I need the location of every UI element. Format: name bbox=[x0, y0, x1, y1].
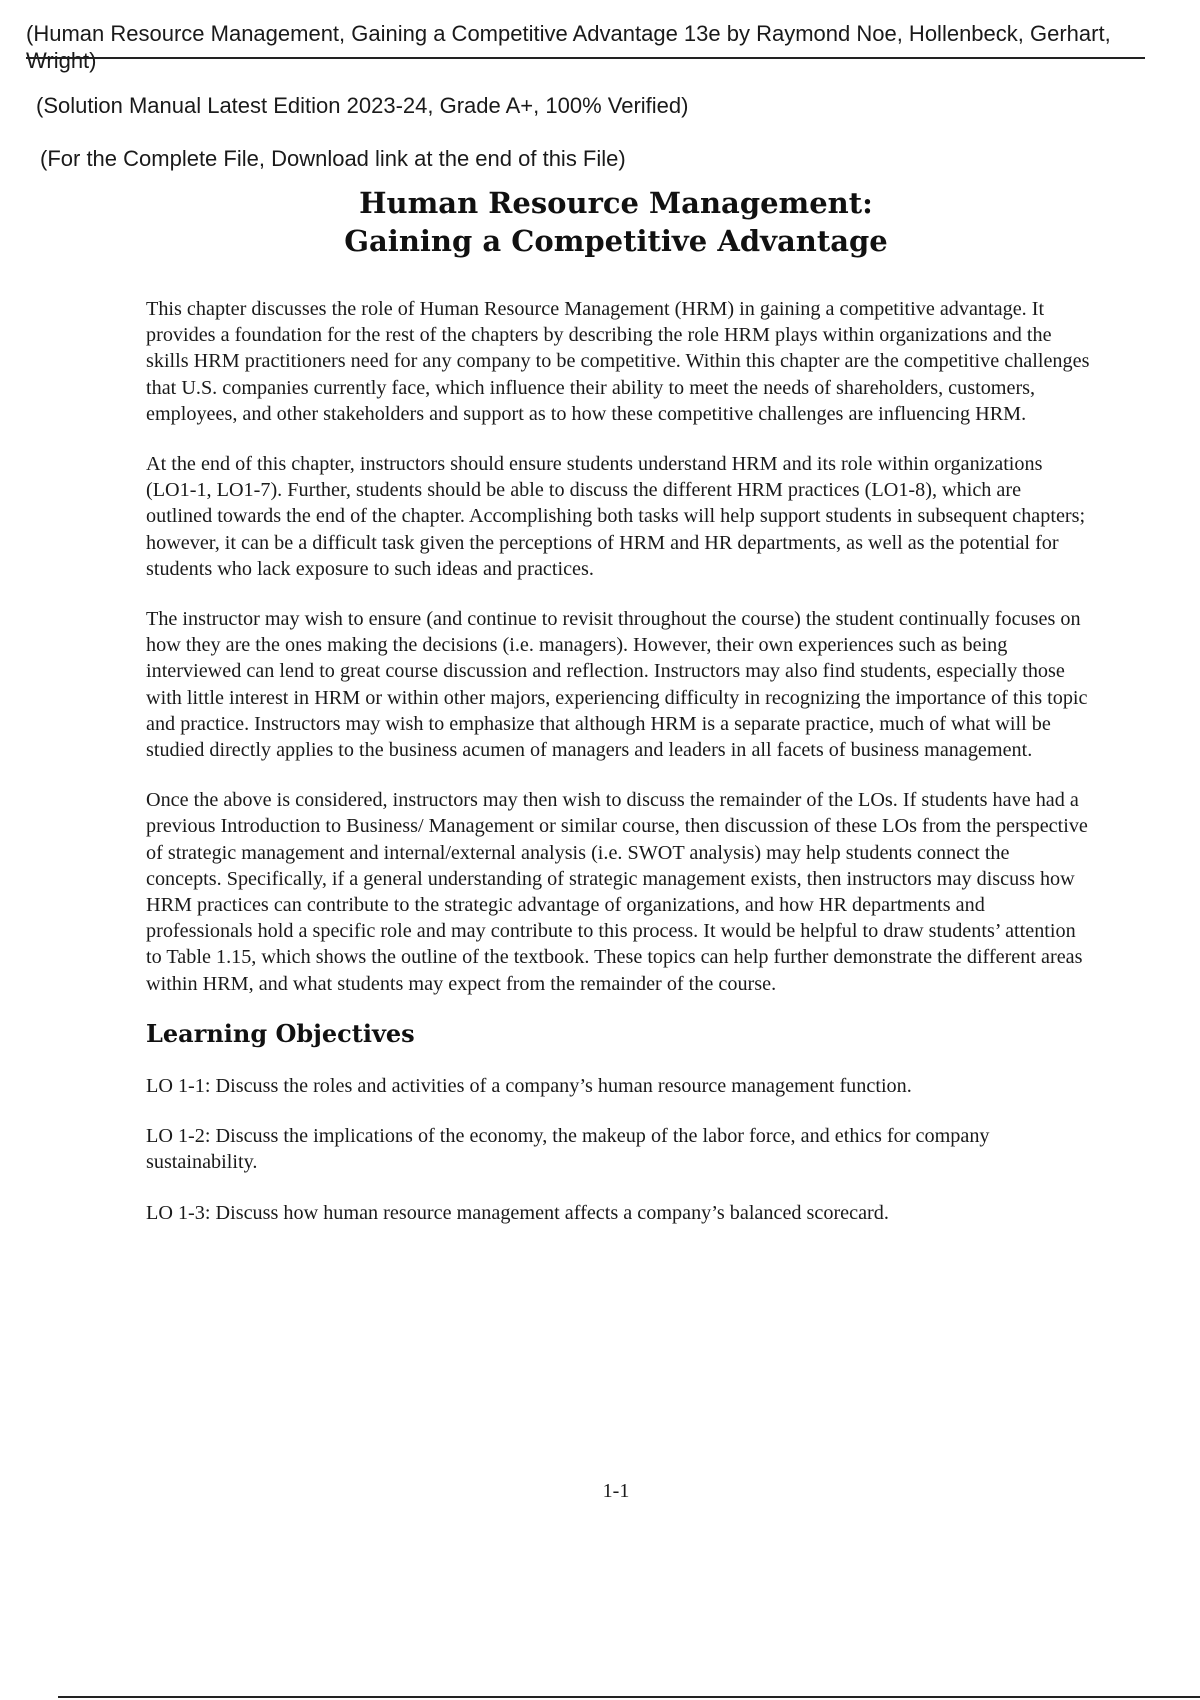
intro-paragraph-3: The instructor may wish to ensure (and continue to revisit throughout the course) the student continually focuses on how they are the ones making the decisions (i.e. managers). However, their own experiences such as being interviewed can lend to great course discussion and reflection. Instructors may also find students, especially those with little interest in HRM or within other majors, experiencing difficulty in recognizing the importance of this topic and practice. Instructors may wish to emphasize that although HRM is a separate practice, much of what will be studied directly applies to the business acumen of managers and leaders in all facets of business management. bbox=[146, 608, 1088, 762]
header-title-line-2: Wright) bbox=[26, 48, 97, 73]
edition-note: (Solution Manual Latest Edition 2023-24, Grade A+, 100% Verified) bbox=[36, 93, 689, 118]
learning-objectives-heading: Learning Objectives bbox=[146, 1018, 415, 1048]
page-title-line-2: Gaining a Competitive Advantage bbox=[344, 224, 888, 258]
document-header bbox=[26, 20, 1200, 74]
intro-paragraph-4: Once the above is considered, instructors may then wish to discuss the remainder of the LOs. If students have had a previous Introduction to Business/ Management or similar course, then discussion of these LOs from the perspective of strategic management and internal/external analysis (i.e. SWOT analysis) may help students connect the concepts. Specifically, if a general understanding of strategic management exists, then instructors may discuss how HRM practices can contribute to the strategic advantage of organizations, and how HR departments and professionals hold a specific role and may contribute to this process. It would be helpful to draw students’ attention to Table 1.15, which shows the outline of the textbook. These topics can help further demonstrate the different areas within HRM, and what students may expect from the remainder of the course. bbox=[146, 789, 1088, 995]
page-title bbox=[0, 184, 1200, 260]
page-number: 1-1 bbox=[602, 1480, 630, 1502]
intro-paragraph-1: This chapter discusses the role of Human Resource Management (HRM) in gaining a competitive advantage. It provides a foundation for the rest of the chapters by describing the role HRM plays within organizations and the skills HRM practitioners need for any company to be competitive. Within this chapter are the competitive challenges that U.S. companies currently face, which influence their ability to meet the needs of shareholders, customers, employees, and other stakeholders and support as to how these competitive challenges are influencing HRM. bbox=[146, 298, 1090, 425]
document-body bbox=[146, 296, 1090, 1250]
learning-objective-item: LO 1-2: Discuss the implications of the economy, the makeup of the labor force, and ethics for company sustainability. bbox=[146, 1125, 990, 1174]
header-title bbox=[26, 20, 1200, 74]
page-title-line-1: Human Resource Management: bbox=[359, 186, 873, 220]
header-title-line-1: (Human Resource Management, Gaining a Competitive Advantage 13e by Raymond Noe, Hollenbeck, Gerhart, bbox=[26, 21, 1111, 46]
intro-paragraph-2: At the end of this chapter, instructors should ensure students understand HRM and its role within organizations (LO1-1, LO1-7). Further, students should be able to discuss the different HRM practices (LO1-8), which are outlined towards the end of the chapter. Accomplishing both tasks will help support students in subsequent chapters; however, it can be a difficult task given the perceptions of HRM and HR departments, as well as the potential for students who lack exposure to such ideas and practices. bbox=[146, 453, 1086, 580]
download-note: (For the Complete File, Download link at the end of this File) bbox=[40, 146, 626, 171]
learning-objective-item: LO 1-1: Discuss the roles and activities of a company’s human resource management function. bbox=[146, 1075, 912, 1098]
learning-objective-item: LO 1-3: Discuss how human resource management affects a company’s balanced scorecard. bbox=[146, 1201, 889, 1224]
header-divider bbox=[26, 57, 1145, 59]
footer-divider bbox=[58, 1696, 1200, 1698]
